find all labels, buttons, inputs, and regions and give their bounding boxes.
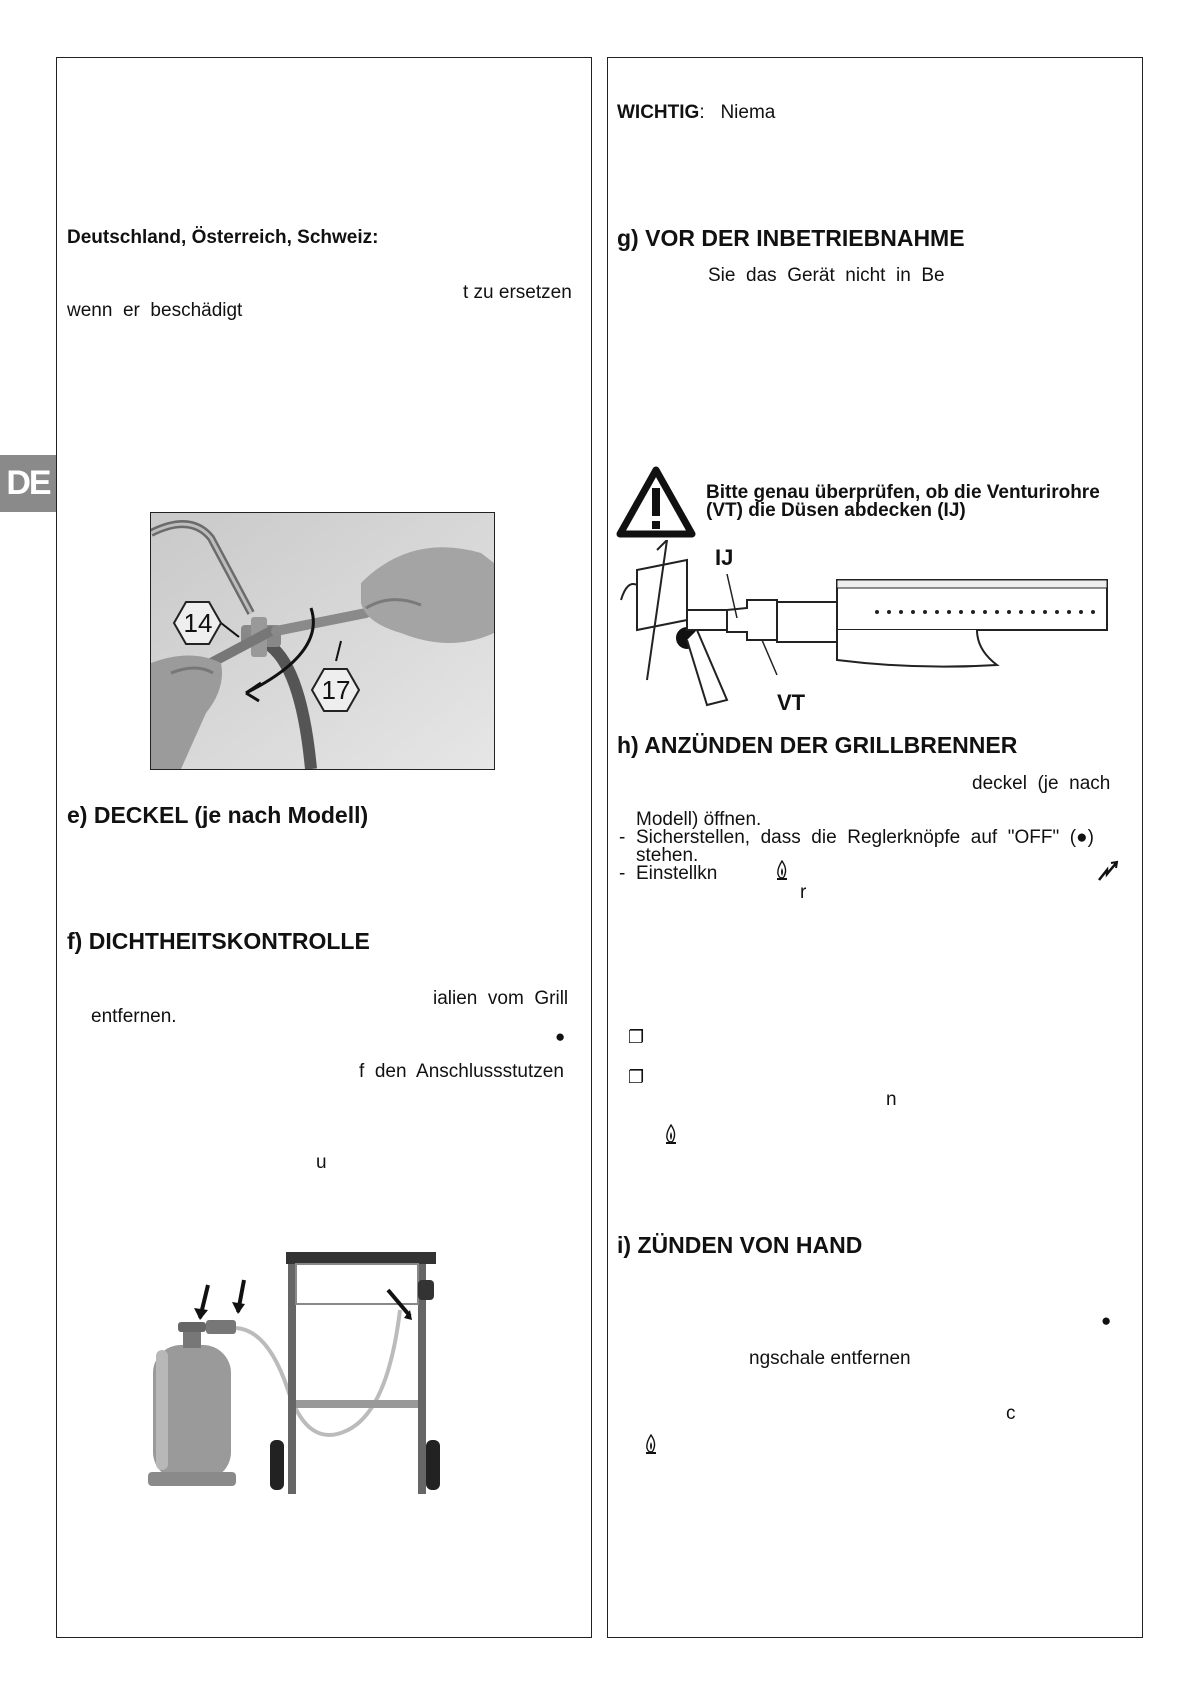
flame-icon-3 xyxy=(645,1434,657,1454)
wrench-photo xyxy=(150,512,495,770)
h-text-7: n xyxy=(886,1089,897,1110)
warning-text xyxy=(706,484,1100,520)
h-text-2: Modell) öffnen. xyxy=(636,809,762,830)
warning-line-2: (VT) die Düsen abdecken (IJ) xyxy=(706,500,966,521)
important-colon: : xyxy=(699,102,705,123)
h-text-1: deckel (je nach xyxy=(972,773,1111,794)
h-dash-2: - xyxy=(619,863,626,884)
h-text-3-end: ) xyxy=(1087,827,1094,848)
label-17: 17 xyxy=(321,675,351,705)
h-text-3-main: Sicherstellen, dass die Reglerknöpfe auf "OFF" ( xyxy=(636,827,1077,848)
flame-icon-2 xyxy=(665,1124,677,1144)
flame-icon xyxy=(776,860,788,880)
warning-line-1: Bitte genau überprüfen, ob die Venturirohre xyxy=(706,482,1100,503)
text-damaged: wenn er beschädigt xyxy=(67,300,243,321)
f-text-1: ialien vom Grill xyxy=(433,988,569,1009)
important-note xyxy=(617,103,775,122)
section-g-heading: g) VOR DER INBETRIEBNAHME xyxy=(617,225,965,251)
burner-venturi-diagram xyxy=(617,540,1112,715)
checkbox-icon: ❐ xyxy=(628,1027,645,1047)
important-label: WICHTIG xyxy=(617,102,700,123)
label-ij: IJ xyxy=(715,545,734,570)
gas-bottle-grill-illustration xyxy=(148,1250,448,1505)
language-tab: DE xyxy=(0,455,56,512)
i-text-1: ngschale entfernen xyxy=(749,1348,911,1369)
g-text-1: Sie das Gerät nicht in Be xyxy=(708,265,945,286)
filled-circle-icon-2: ● xyxy=(1101,1311,1112,1330)
label-14: 14 xyxy=(183,608,213,638)
spark-ignition-icon xyxy=(1097,860,1119,882)
filled-circle-icon: ● xyxy=(555,1027,566,1046)
important-text: Niema xyxy=(720,102,776,123)
h-text-3 xyxy=(636,829,1094,847)
section-f-heading: f) DICHTHEITSKONTROLLE xyxy=(67,928,370,954)
section-h-heading: h) ANZÜNDEN DER GRILLBRENNER xyxy=(617,732,1018,758)
section-i-heading: i) ZÜNDEN VON HAND xyxy=(617,1232,863,1258)
warning-triangle-icon xyxy=(616,466,696,540)
f-text-4: u xyxy=(316,1152,327,1173)
h-text-5: Einstellkn xyxy=(636,863,718,884)
h-text-4: stehen. xyxy=(636,845,699,866)
section-e-heading: e) DECKEL (je nach Modell) xyxy=(67,802,369,828)
f-text-3: f den Anschlussstutzen xyxy=(359,1061,564,1082)
h-dash-1: - xyxy=(619,827,626,848)
checkbox-icon-2: ❐ xyxy=(628,1067,645,1087)
i-text-2: c xyxy=(1006,1403,1016,1424)
country-heading: Deutschland, Österreich, Schweiz: xyxy=(67,227,379,248)
label-vt: VT xyxy=(777,690,806,715)
off-circle-icon: ● xyxy=(1076,827,1088,848)
h-text-6: r xyxy=(800,882,807,903)
f-text-2: entfernen. xyxy=(91,1006,177,1027)
wrench-photo-illustration xyxy=(151,513,494,769)
text-replace: t zu ersetzen xyxy=(463,282,572,303)
